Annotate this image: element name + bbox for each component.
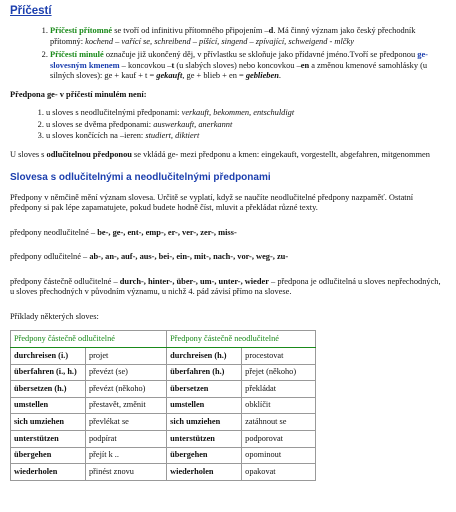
verb-cell: umstellen [167, 397, 242, 414]
verb-cell: überfahren (i., h.) [11, 364, 86, 381]
translation-cell: převézt (se) [86, 364, 167, 381]
translation-cell: zatáhnout se [242, 414, 316, 431]
ending-en: en [300, 60, 310, 70]
translation-cell: procestovat [242, 347, 316, 364]
translation-cell: přejet (někoho) [242, 364, 316, 381]
table-row [11, 464, 316, 481]
verb-cell: übersetzen [167, 381, 242, 398]
verb-cell: überfahren (h.) [167, 364, 242, 381]
verb-cell: durchreisen (h.) [167, 347, 242, 364]
translation-cell: převézt (někoho) [86, 381, 167, 398]
bold-term: odlučitelnou předponou [46, 149, 132, 159]
term-present-participle: Příčestí přítomné [50, 26, 113, 36]
list-item [46, 108, 446, 119]
list-item-present-participle [50, 26, 446, 47]
table-row [11, 364, 316, 381]
list-item-past-participle [50, 50, 446, 82]
translation-cell: projet [86, 347, 167, 364]
list-text: u sloves končících na –ieren: [46, 131, 146, 141]
list-text: u sloves s neodlučitelnými předponami: [46, 108, 182, 118]
prefix-items: ab-, an-, auf-, aus-, bei-, ein-, mit-, nach-, vor-, weg-, zu- [89, 252, 289, 262]
list-examples: auswerkauft, anerkannt [153, 119, 233, 129]
prefix-label: předpony odlučitelné – [10, 252, 90, 262]
no-ge-list [10, 108, 446, 142]
text-segment: se vkládá ge- mezi předponu a kmen: eingekauft, vorgestellt, abgefahren, mitgenommen [131, 149, 430, 159]
verb-cell: unterstützen [167, 430, 242, 447]
verb-cell: wiederholen [11, 464, 86, 481]
section-heading: Slovesa s odlučitelnými a neodlučitelnými předponami [10, 172, 271, 184]
participle-list [10, 26, 446, 82]
inseparable-prefixes [10, 228, 446, 239]
translation-cell: přejít k .. [86, 447, 167, 464]
examples-label: Příklady některých sloves: [10, 311, 99, 321]
list-text: u sloves se dvěma předponami: [46, 119, 154, 129]
list-item [46, 131, 446, 142]
text-segment: U sloves s [10, 149, 47, 159]
intro-paragraph: Předpony v němčině mění význam slovesa. Určitě se vyplatí, když se naučíte neodlučitelné předpony nazpaměť. Ostatní předpony si pak lépe zapamatujete, pokud budete hodně číst, mluvit a překládat různé texty. [10, 192, 414, 213]
table-row [11, 430, 316, 447]
translation-cell: opominout [242, 447, 316, 464]
term-past-participle: Příčestí minulé [50, 50, 104, 60]
translation-cell: podporovat [242, 430, 316, 447]
text-segment: (u slabých sloves) nebo koncovkou – [174, 60, 301, 70]
prefix-ge: ge- [417, 50, 428, 60]
verb-cell: übersetzen (h.) [11, 381, 86, 398]
partial-prefixes [10, 277, 446, 298]
verb-cell: sich umziehen [167, 414, 242, 431]
prefix-label: předpony neodlučitelné – [10, 227, 98, 237]
translation-cell: obklíčit [242, 397, 316, 414]
text-segment: . [278, 71, 281, 81]
table-row [11, 414, 316, 431]
header-separable: Předpony částečně odlučitelné [11, 331, 167, 348]
examples-present-participle: kochend – vařící se, schreibend – píšící, singend – zpívající, schweigend - mlčky [85, 36, 354, 46]
page-title: Příčestí [10, 5, 52, 17]
verb-cell: durchreisen (i.) [11, 347, 86, 364]
example-geblieben: geblieben [245, 71, 279, 81]
table-row [11, 347, 316, 364]
translation-cell: překládat [242, 381, 316, 398]
verb-cell: wiederholen [167, 464, 242, 481]
prefix-items: be-, ge-, ent-, emp-, er-, ver-, zer-, miss- [97, 227, 237, 237]
translation-cell: podpírat [86, 430, 167, 447]
verbs-table [10, 330, 316, 480]
prefix-label: předpony částečně odlučitelné – [10, 276, 120, 286]
verb-cell: sich umziehen [11, 414, 86, 431]
text-segment: , ge + blieb + en = [182, 71, 246, 81]
verb-cell: übergehen [11, 447, 86, 464]
list-item [46, 120, 446, 131]
table-row [11, 397, 316, 414]
translation-cell: opakovat [242, 464, 316, 481]
example-gekauft: gekauft [156, 71, 183, 81]
verb-cell: unterstützen [11, 430, 86, 447]
text-segment: a změnou kmenové samohlásky (u silných sloves): ge + kauf + t = [50, 60, 428, 81]
stem-term: slovesným kmenem [50, 60, 120, 70]
text-segment: – koncovkou – [119, 60, 172, 70]
text-segment: označuje již ukončený děj, v přívlastku se skloňuje jako přídavné jméno.Tvoří se předponou [103, 50, 418, 60]
suffix-d: d [268, 26, 274, 36]
separable-prefixes [10, 252, 446, 263]
table-row [11, 447, 316, 464]
list-examples: studiert, diktiert [145, 131, 200, 141]
translation-cell: přestavět, změnit [86, 397, 167, 414]
header-inseparable: Předpony částečně neodlučitelné [167, 331, 316, 348]
verb-cell: umstellen [11, 397, 86, 414]
list-examples: verkauft, bekommen, entschuldigt [181, 108, 295, 118]
table-header-row [11, 331, 316, 348]
prefix-items: durch-, hinter-, über-, um-, unter-, wieder [119, 276, 269, 286]
ge-heading: Předpona ge- v příčestí minulém není: [10, 89, 147, 99]
ending-t: t [171, 60, 175, 70]
translation-cell: přinést znovu [86, 464, 167, 481]
text-segment: . Má činný význam jako český přechodník přítomný: [50, 26, 416, 46]
table-row [11, 381, 316, 398]
text-segment: se tvoří od infinitivu přítomného připojením – [112, 26, 269, 36]
separable-paragraph [10, 150, 446, 161]
translation-cell: převlékat se [86, 414, 167, 431]
text-segment: – předpona je odlučitelná u sloves nepřechodných, u sloves přechodných v původním významu, u nichž 4. pád závisí přímo na slovese. [10, 276, 441, 297]
verb-cell: übergehen [167, 447, 242, 464]
